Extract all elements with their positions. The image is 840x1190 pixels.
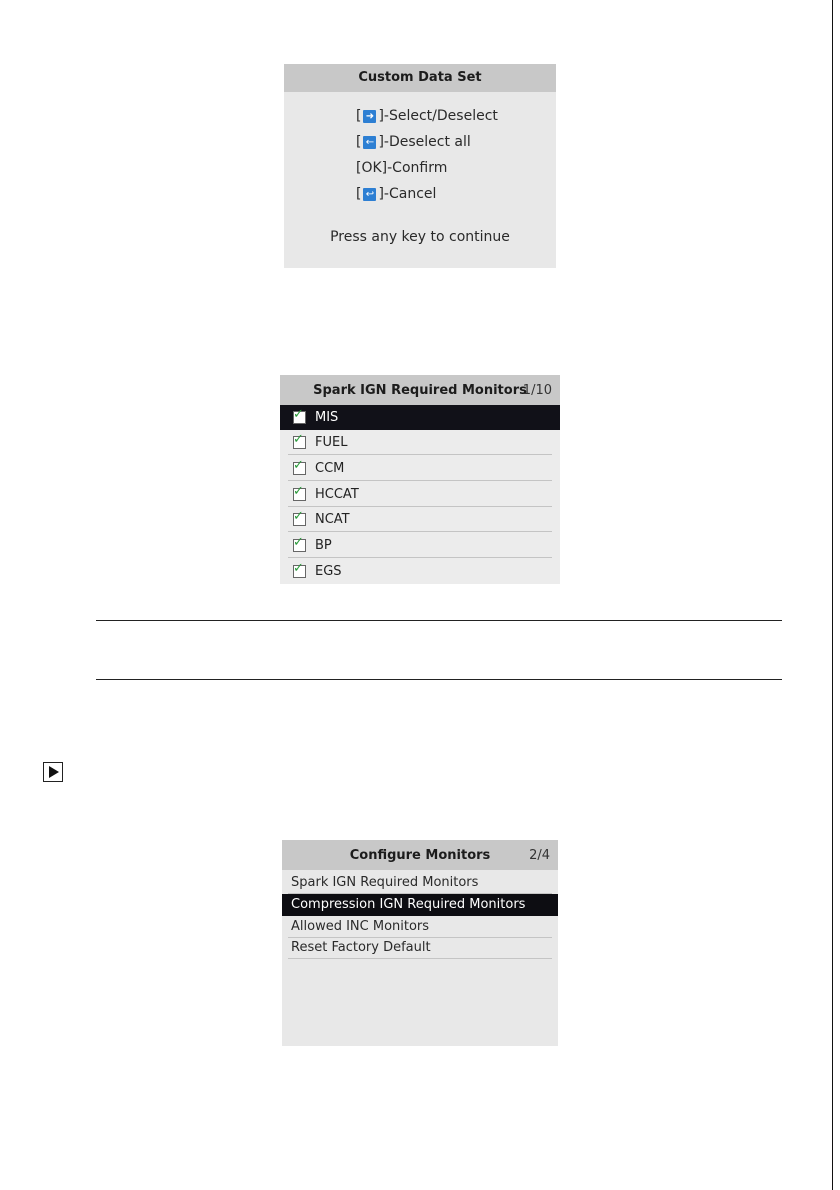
page-edge-rule — [832, 0, 840, 1190]
checkmark-icon: ✓ — [293, 484, 304, 499]
screen-title: Spark IGN Required Monitors 1/10 — [280, 375, 560, 405]
monitor-row-bp[interactable]: ✓ BP — [280, 533, 560, 558]
arrow-right-icon: ➜ — [363, 110, 376, 123]
screen-title: Configure Monitors 2/4 — [282, 840, 558, 870]
help-deselect-all: [ ← ]-Deselect all — [356, 134, 471, 150]
menu-item-allowed-inc[interactable]: Allowed INC Monitors — [282, 916, 558, 938]
menu-item-spark-ign[interactable]: Spark IGN Required Monitors — [282, 872, 558, 894]
checkmark-icon: ✓ — [293, 458, 304, 473]
monitor-row-mis[interactable]: ✓ MIS — [280, 405, 560, 430]
dialog-title: Custom Data Set — [284, 64, 556, 92]
checkbox[interactable] — [293, 484, 306, 501]
page-indicator: 2/4 — [529, 848, 550, 863]
checkbox[interactable] — [293, 458, 306, 475]
play-arrow-icon — [43, 762, 63, 782]
checkmark-icon: ✓ — [293, 535, 304, 550]
checkbox[interactable] — [293, 407, 306, 424]
note-top-rule — [96, 620, 782, 621]
help-select-deselect: [ ➜ ]-Select/Deselect — [356, 108, 498, 124]
arrow-left-icon: ← — [363, 136, 376, 149]
spark-monitors-screen — [280, 375, 560, 584]
monitor-row-egs[interactable]: ✓ EGS — [293, 561, 342, 579]
note-bottom-rule — [96, 679, 782, 680]
checkmark-icon: ✓ — [293, 407, 304, 422]
return-icon: ↩ — [363, 188, 376, 201]
help-cancel: [ ↩ ]-Cancel — [356, 186, 437, 202]
checkbox[interactable] — [293, 561, 306, 578]
monitor-row-hccat[interactable]: ✓ HCCAT — [280, 482, 560, 507]
checkbox[interactable] — [293, 432, 306, 449]
custom-data-set-dialog — [284, 64, 556, 268]
help-confirm: [OK]-Confirm — [356, 160, 448, 176]
checkbox[interactable] — [293, 509, 306, 526]
configure-monitors-screen — [282, 840, 558, 1046]
checkmark-icon: ✓ — [293, 509, 304, 524]
checkbox[interactable] — [293, 535, 306, 552]
page-indicator: 1/10 — [522, 383, 552, 398]
menu-item-reset-default[interactable]: Reset Factory Default — [282, 937, 558, 959]
menu-item-compression-ign[interactable]: Compression IGN Required Monitors — [282, 894, 558, 916]
continue-prompt: Press any key to continue — [330, 229, 510, 245]
monitor-row-fuel[interactable]: ✓ FUEL — [280, 430, 560, 455]
checkmark-icon: ✓ — [293, 561, 304, 576]
checkmark-icon: ✓ — [293, 432, 304, 447]
monitor-row-ccm[interactable]: ✓ CCM — [280, 456, 560, 481]
monitor-row-ncat[interactable]: ✓ NCAT — [280, 507, 560, 532]
